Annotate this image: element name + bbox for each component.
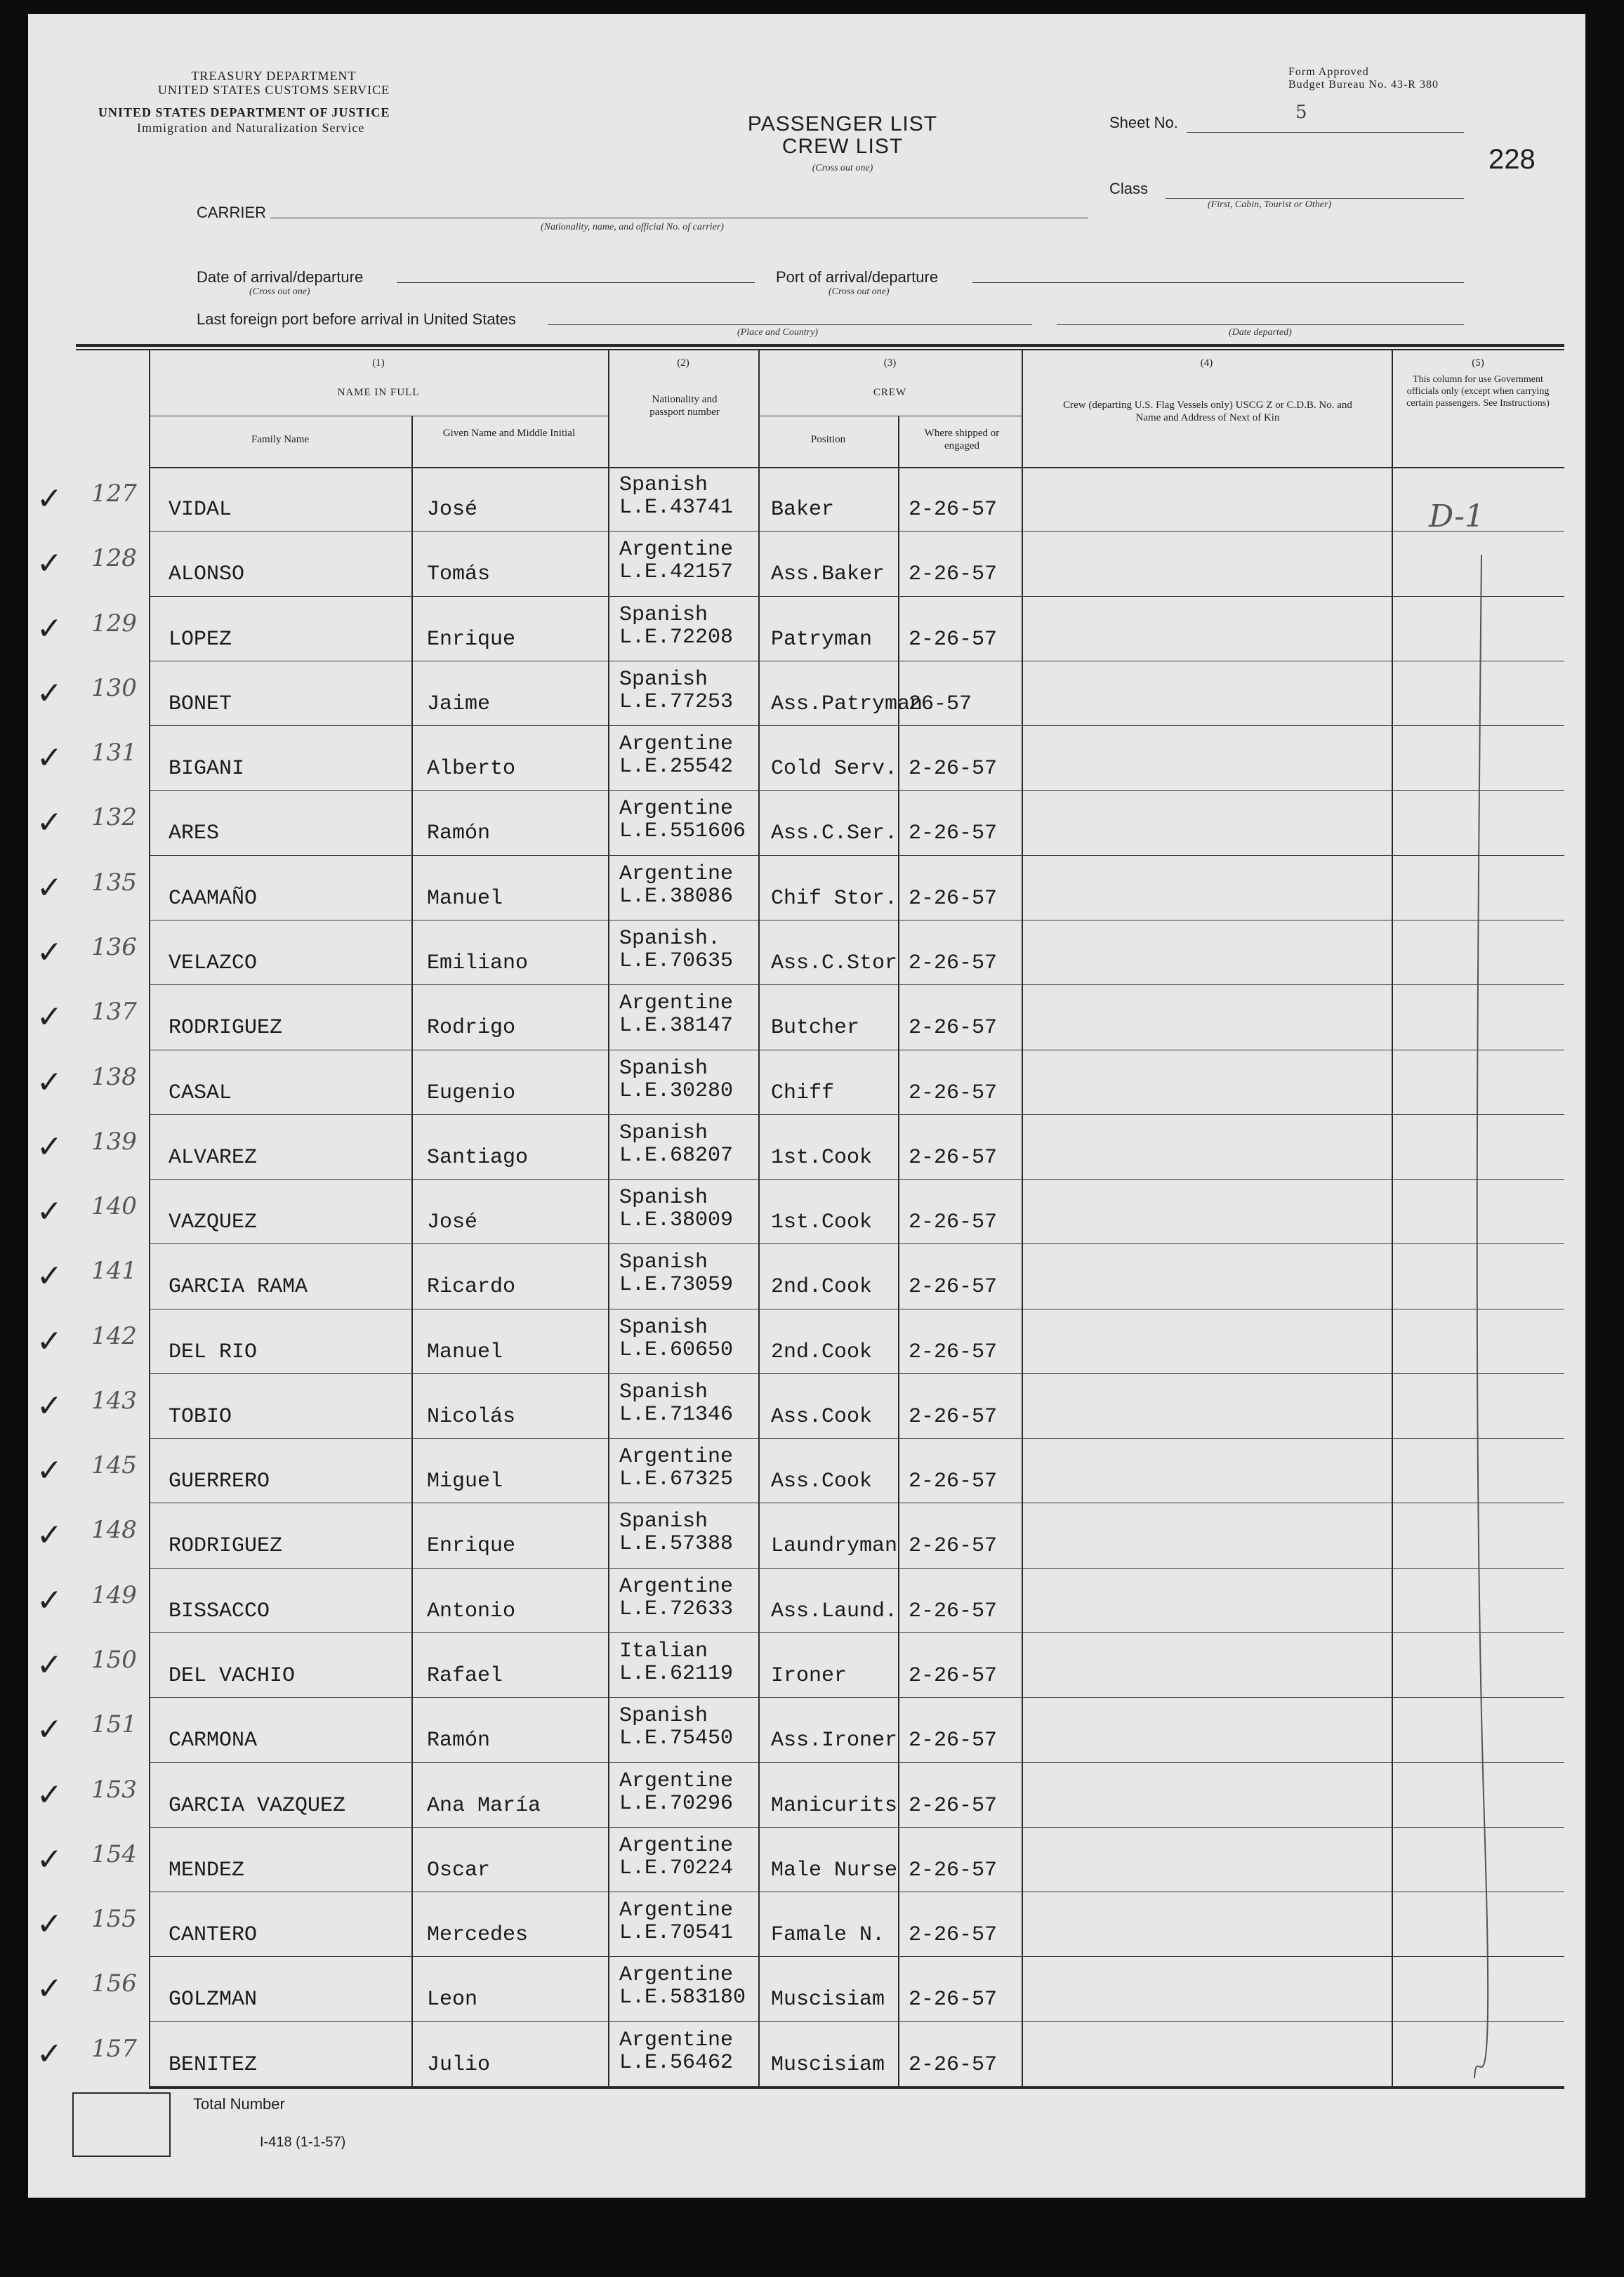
where-shipped: 2-26-57 bbox=[909, 1016, 998, 1041]
where-shipped: 2-26-57 bbox=[909, 1793, 998, 1818]
given-name: Ana María bbox=[427, 1793, 541, 1818]
row-number: 140 bbox=[91, 1192, 137, 1221]
nationality: Argentine bbox=[619, 732, 734, 757]
agency-line-4: Immigration and Naturalization Service bbox=[137, 121, 365, 135]
given-name: Santiago bbox=[427, 1145, 529, 1170]
crew-position: Butcher bbox=[771, 1016, 860, 1041]
row-number: 127 bbox=[91, 480, 137, 508]
agency-line-2: UNITED STATES CUSTOMS SERVICE bbox=[157, 83, 390, 97]
table-row bbox=[28, 661, 1585, 726]
where-shipped: 2-26-57 bbox=[909, 498, 998, 522]
col2-number: (2) bbox=[677, 357, 689, 369]
nationality: Argentine bbox=[619, 797, 734, 821]
passport-number: L.E.43741 bbox=[619, 496, 734, 520]
date-departed-note: (Date departed) bbox=[1229, 327, 1292, 338]
row-number: 136 bbox=[91, 932, 137, 961]
passport-number: L.E.56462 bbox=[619, 2050, 734, 2075]
row-number: 154 bbox=[91, 1840, 137, 1868]
where-shipped: 2-26-57 bbox=[909, 1210, 998, 1235]
family-name: ARES bbox=[169, 821, 220, 846]
passport-number: L.E.75450 bbox=[619, 1727, 734, 1751]
given-name: Antonio bbox=[427, 1599, 516, 1623]
given-name: Emiliano bbox=[427, 951, 529, 975]
title-crew-list: CREW LIST bbox=[781, 135, 904, 158]
where-shipped: 2-26-57 bbox=[909, 1404, 998, 1429]
family-name: BIGANI bbox=[169, 757, 245, 781]
row-number: 149 bbox=[91, 1580, 137, 1609]
given-name: Miguel bbox=[427, 1470, 503, 1494]
where-shipped: 2-26-57 bbox=[909, 1923, 998, 1948]
check-mark-icon: ✓ bbox=[37, 1258, 62, 1295]
where-shipped: 2-26-57 bbox=[909, 1340, 998, 1364]
table-row bbox=[28, 985, 1585, 1050]
where-shipped: 2-26-57 bbox=[909, 1988, 998, 2012]
col4-number: (4) bbox=[1200, 357, 1213, 369]
crew-position: Cold Serv. bbox=[771, 757, 898, 781]
crew-position: Ironer bbox=[771, 1664, 847, 1689]
budget-bureau: Budget Bureau No. 43-R 380 bbox=[1288, 79, 1439, 91]
check-mark-icon: ✓ bbox=[37, 1387, 62, 1424]
table-row bbox=[28, 1698, 1585, 1762]
crew-position: Chiff bbox=[771, 1081, 835, 1105]
where-shipped: 2-26-57 bbox=[909, 1534, 998, 1559]
table-row bbox=[28, 2022, 1585, 2087]
family-name-header: Family Name bbox=[251, 434, 310, 445]
given-name-header: Given Name and Middle Initial bbox=[442, 428, 576, 439]
row-number: 148 bbox=[91, 1516, 137, 1545]
check-mark-icon: ✓ bbox=[37, 1841, 62, 1877]
family-name: MENDEZ bbox=[169, 1858, 245, 1882]
row-divider bbox=[149, 2086, 1564, 2087]
table-row bbox=[28, 856, 1585, 920]
nationality: Spanish bbox=[619, 1380, 708, 1404]
crew-position: Ass.C.Ser. bbox=[771, 821, 898, 846]
agency-line-3: UNITED STATES DEPARTMENT OF JUSTICE bbox=[98, 105, 390, 119]
family-name: VIDAL bbox=[169, 498, 232, 522]
nationality: Spanish. bbox=[619, 926, 721, 951]
sheet-label: Sheet No. bbox=[1109, 114, 1178, 131]
crew-position: Ass.Ironer bbox=[771, 1729, 898, 1753]
passport-number: L.E.68207 bbox=[619, 1143, 734, 1168]
passport-number: L.E.67325 bbox=[619, 1467, 734, 1492]
table-row bbox=[28, 726, 1585, 791]
where-shipped: 2-26-57 bbox=[909, 1858, 998, 1882]
passport-number: L.E.30280 bbox=[619, 1078, 734, 1103]
table-row bbox=[28, 1180, 1585, 1244]
given-name: Enrique bbox=[427, 627, 516, 652]
nationality: Argentine bbox=[619, 1445, 734, 1470]
passport-number: L.E.551606 bbox=[619, 819, 746, 844]
where-shipped: 2-26-57 bbox=[909, 1599, 998, 1623]
where-shipped: 2-26-57 bbox=[909, 1729, 998, 1753]
crew-position: 1st.Cook bbox=[771, 1145, 873, 1170]
given-name: Ramón bbox=[427, 821, 491, 846]
table-row bbox=[28, 1633, 1585, 1698]
family-name: RODRIGUEZ bbox=[169, 1016, 283, 1041]
crew-position: Ass.C.Stor bbox=[771, 951, 898, 975]
family-name: RODRIGUEZ bbox=[169, 1534, 283, 1559]
family-name: BISSACCO bbox=[169, 1599, 270, 1623]
family-name: LOPEZ bbox=[169, 627, 232, 652]
row-number: 138 bbox=[91, 1062, 137, 1091]
nationality: Spanish bbox=[619, 602, 708, 627]
check-mark-icon: ✓ bbox=[37, 1064, 62, 1100]
given-name: Manuel bbox=[427, 886, 503, 911]
where-shipped: 2-26-57 bbox=[909, 1664, 998, 1689]
row-number: 141 bbox=[91, 1257, 137, 1286]
passport-number: L.E.25542 bbox=[619, 755, 734, 779]
passport-number: L.E.60650 bbox=[619, 1338, 734, 1362]
passport-number: L.E.72633 bbox=[619, 1597, 734, 1621]
row-number: 131 bbox=[91, 739, 137, 767]
given-name: Nicolás bbox=[427, 1404, 516, 1429]
check-mark-icon: ✓ bbox=[37, 934, 62, 970]
table-row bbox=[28, 1374, 1585, 1439]
crew-position: 2nd.Cook bbox=[771, 1340, 873, 1364]
document-page bbox=[28, 14, 1585, 2198]
table-row bbox=[28, 1569, 1585, 1633]
family-name: GOLZMAN bbox=[169, 1988, 258, 2012]
row-number: 150 bbox=[91, 1646, 137, 1675]
check-mark-icon: ✓ bbox=[37, 1582, 62, 1618]
nationality: Argentine bbox=[619, 1899, 734, 1923]
table-row bbox=[28, 597, 1585, 661]
nationality-header: Nationality and passport number bbox=[649, 394, 720, 418]
col3-number: (3) bbox=[883, 357, 897, 369]
check-mark-icon: ✓ bbox=[37, 2035, 62, 2072]
family-name: CANTERO bbox=[169, 1923, 258, 1948]
nationality: Italian bbox=[619, 1639, 708, 1664]
where-shipped: 2-26-57 bbox=[909, 951, 998, 975]
crew-position: Muscisiam bbox=[771, 1988, 885, 2012]
row-number: 135 bbox=[91, 868, 137, 897]
where-shipped: 2-26-57 bbox=[909, 757, 998, 781]
position-header: Position bbox=[810, 434, 846, 445]
crew-position: Baker bbox=[771, 498, 835, 522]
nationality: Argentine bbox=[619, 1769, 734, 1793]
table-row bbox=[28, 920, 1585, 985]
nationality: Spanish bbox=[619, 1510, 708, 1534]
col1-title: NAME IN FULL bbox=[337, 387, 420, 398]
check-mark-icon: ✓ bbox=[37, 675, 62, 711]
nationality: Argentine bbox=[619, 538, 734, 562]
check-mark-icon: ✓ bbox=[37, 1517, 62, 1554]
carrier-label: CARRIER bbox=[197, 204, 267, 221]
table-row bbox=[28, 1309, 1585, 1374]
given-name: José bbox=[427, 498, 478, 522]
where-shipped: 2-26-57 bbox=[909, 886, 998, 911]
table-row bbox=[28, 1244, 1585, 1309]
table-row bbox=[28, 1828, 1585, 1892]
family-name: BENITEZ bbox=[169, 2052, 258, 2077]
nationality: Argentine bbox=[619, 991, 734, 1016]
where-shipped-header: Where shipped or engaged bbox=[924, 428, 1000, 451]
col5-annotation: D-1 bbox=[1429, 499, 1484, 534]
check-mark-icon: ✓ bbox=[37, 1712, 62, 1748]
where-shipped: 2-26-57 bbox=[909, 2052, 998, 2077]
check-mark-icon: ✓ bbox=[37, 999, 62, 1036]
given-name: José bbox=[427, 1210, 478, 1235]
where-shipped: 2-26-57 bbox=[909, 821, 998, 846]
family-name: TOBIO bbox=[169, 1404, 232, 1429]
family-name: GARCIA VAZQUEZ bbox=[169, 1793, 346, 1818]
nationality: Spanish bbox=[619, 1315, 708, 1340]
passport-number: L.E.42157 bbox=[619, 560, 734, 585]
vertical-pen-line bbox=[1460, 555, 1503, 2085]
nationality: Spanish bbox=[619, 1121, 708, 1145]
where-shipped: 2-26-57 bbox=[909, 1470, 998, 1494]
agency-line-1: TREASURY DEPARTMENT bbox=[191, 69, 357, 83]
nationality: Spanish bbox=[619, 1056, 708, 1081]
check-mark-icon: ✓ bbox=[37, 1971, 62, 2007]
nationality: Spanish bbox=[619, 473, 708, 497]
crew-position: Ass.Cook bbox=[771, 1404, 873, 1429]
row-number: 145 bbox=[91, 1451, 137, 1480]
table-bottom-border bbox=[149, 2087, 1564, 2089]
nationality: Argentine bbox=[619, 1963, 734, 1988]
where-shipped: 2-26-57 bbox=[909, 562, 998, 587]
row-number: 130 bbox=[91, 673, 137, 702]
col1-number: (1) bbox=[372, 357, 385, 369]
check-mark-icon: ✓ bbox=[37, 1906, 62, 1943]
row-number: 155 bbox=[91, 1905, 137, 1934]
check-mark-icon: ✓ bbox=[37, 740, 62, 777]
given-name: Eugenio bbox=[427, 1081, 516, 1105]
last-port-label: Last foreign port before arrival in United States bbox=[197, 310, 516, 328]
nationality: Argentine bbox=[619, 2028, 734, 2052]
check-mark-icon: ✓ bbox=[37, 1128, 62, 1165]
passport-number: L.E.583180 bbox=[619, 1986, 746, 2010]
family-name: VAZQUEZ bbox=[169, 1210, 258, 1235]
col3-title: CREW bbox=[873, 387, 907, 398]
total-number-box bbox=[72, 2092, 171, 2157]
nationality: Argentine bbox=[619, 862, 734, 886]
col5-number: (5) bbox=[1472, 357, 1484, 369]
passport-number: L.E.38009 bbox=[619, 1208, 734, 1233]
nationality: Spanish bbox=[619, 1186, 708, 1210]
family-name: GUERRERO bbox=[169, 1470, 270, 1494]
row-number: 143 bbox=[91, 1386, 137, 1415]
crew-position: 2nd.Cook bbox=[771, 1275, 873, 1300]
passport-number: L.E.70635 bbox=[619, 949, 734, 973]
nationality: Spanish bbox=[619, 1250, 708, 1275]
table-row bbox=[28, 1115, 1585, 1180]
where-shipped: 2-26-57 bbox=[909, 627, 998, 652]
passport-number: L.E.70296 bbox=[619, 1791, 734, 1816]
check-mark-icon: ✓ bbox=[37, 481, 62, 517]
table-row bbox=[28, 1957, 1585, 2021]
where-shipped: 26-57 bbox=[909, 692, 972, 716]
check-mark-icon: ✓ bbox=[37, 805, 62, 841]
check-mark-icon: ✓ bbox=[37, 1776, 62, 1813]
check-mark-icon: ✓ bbox=[37, 610, 62, 647]
given-name: Mercedes bbox=[427, 1923, 529, 1948]
date-label: Date of arrival/departure bbox=[197, 268, 364, 286]
family-name: VELAZCO bbox=[169, 951, 258, 975]
crew-position: Famale N. bbox=[771, 1923, 885, 1948]
family-name: CASAL bbox=[169, 1081, 232, 1105]
nationality: Argentine bbox=[619, 1833, 734, 1858]
passport-number: L.E.73059 bbox=[619, 1273, 734, 1298]
crew-position: Ass.Cook bbox=[771, 1470, 873, 1494]
crew-position: Ass.Patryman bbox=[771, 692, 923, 716]
family-name: DEL VACHIO bbox=[169, 1664, 296, 1689]
crew-position: Ass.Baker bbox=[771, 562, 885, 587]
table-row bbox=[28, 1503, 1585, 1568]
passport-number: L.E.71346 bbox=[619, 1402, 734, 1427]
sheet-value: 5 bbox=[1295, 102, 1307, 123]
date-note: (Cross out one) bbox=[249, 286, 310, 297]
family-name: ALONSO bbox=[169, 562, 245, 587]
form-number: I-418 (1-1-57) bbox=[260, 2134, 346, 2150]
page-number: 228 bbox=[1488, 144, 1536, 175]
crew-position: 1st.Cook bbox=[771, 1210, 873, 1235]
row-number: 137 bbox=[91, 998, 137, 1027]
carrier-note: (Nationality, name, and official No. of carrier) bbox=[541, 222, 724, 232]
check-mark-icon: ✓ bbox=[37, 1194, 62, 1230]
place-note: (Place and Country) bbox=[737, 327, 819, 338]
row-number: 156 bbox=[91, 1969, 137, 1998]
check-mark-icon: ✓ bbox=[37, 869, 62, 906]
family-name: GARCIA RAMA bbox=[169, 1275, 308, 1300]
passport-number: L.E.70224 bbox=[619, 1856, 734, 1880]
given-name: Manuel bbox=[427, 1340, 503, 1364]
col4-title: Crew (departing U.S. Flag Vessels only) USCG Z or C.D.B. No. and Name and Address of Next of Kin bbox=[1063, 400, 1352, 423]
family-name: BONET bbox=[169, 692, 232, 716]
table-row bbox=[28, 1439, 1585, 1503]
table-row bbox=[28, 467, 1585, 532]
row-number: 157 bbox=[91, 2034, 137, 2063]
given-name: Jaime bbox=[427, 692, 491, 716]
family-name: CAAMAÑO bbox=[169, 886, 258, 911]
passport-number: L.E.72208 bbox=[619, 625, 734, 649]
check-mark-icon: ✓ bbox=[37, 1647, 62, 1684]
crew-position: Chif Stor. bbox=[771, 886, 898, 911]
nationality: Spanish bbox=[619, 1704, 708, 1729]
given-name: Enrique bbox=[427, 1534, 516, 1559]
row-number: 151 bbox=[91, 1710, 137, 1739]
row-number: 129 bbox=[91, 609, 137, 638]
row-number: 128 bbox=[91, 544, 137, 573]
given-name: Ricardo bbox=[427, 1275, 516, 1300]
crew-position: Manicurits bbox=[771, 1793, 898, 1818]
passport-number: L.E.62119 bbox=[619, 1662, 734, 1687]
check-mark-icon: ✓ bbox=[37, 546, 62, 582]
given-name: Oscar bbox=[427, 1858, 491, 1882]
table-row bbox=[28, 1050, 1585, 1115]
total-label: Total Number bbox=[193, 2095, 285, 2113]
passport-number: L.E.38147 bbox=[619, 1014, 734, 1038]
port-note: (Cross out one) bbox=[828, 286, 890, 297]
table-top-border bbox=[76, 344, 1564, 347]
passport-number: L.E.38086 bbox=[619, 884, 734, 909]
family-name: CARMONA bbox=[169, 1729, 258, 1753]
given-name: Leon bbox=[427, 1988, 478, 2012]
given-name: Rodrigo bbox=[427, 1016, 516, 1041]
class-note: (First, Cabin, Tourist or Other) bbox=[1208, 199, 1332, 210]
where-shipped: 2-26-57 bbox=[909, 1145, 998, 1170]
row-number: 132 bbox=[91, 803, 137, 832]
crew-position: Male Nurse bbox=[771, 1858, 898, 1882]
family-name: ALVAREZ bbox=[169, 1145, 258, 1170]
passport-number: L.E.57388 bbox=[619, 1532, 734, 1557]
port-label: Port of arrival/departure bbox=[776, 268, 939, 286]
where-shipped: 2-26-57 bbox=[909, 1081, 998, 1105]
row-number: 139 bbox=[91, 1127, 137, 1156]
class-label: Class bbox=[1109, 180, 1149, 197]
col5-title: This column for use Government officials only (except when carrying certain passengers. See Instructions) bbox=[1406, 374, 1550, 409]
check-mark-icon: ✓ bbox=[37, 1323, 62, 1359]
table-row bbox=[28, 532, 1585, 596]
given-name: Alberto bbox=[427, 757, 516, 781]
nationality: Spanish bbox=[619, 667, 708, 692]
nationality: Argentine bbox=[619, 1574, 734, 1599]
crew-position: Laundryman bbox=[771, 1534, 898, 1559]
passport-number: L.E.77253 bbox=[619, 689, 734, 714]
given-name: Rafael bbox=[427, 1664, 503, 1689]
where-shipped: 2-26-57 bbox=[909, 1275, 998, 1300]
row-number: 142 bbox=[91, 1321, 137, 1350]
given-name: Julio bbox=[427, 2052, 491, 2077]
family-name: DEL RIO bbox=[169, 1340, 258, 1364]
crew-position: Patryman bbox=[771, 627, 873, 652]
crew-position: Muscisiam bbox=[771, 2052, 885, 2077]
given-name: Ramón bbox=[427, 1729, 491, 1753]
row-number: 153 bbox=[91, 1775, 137, 1804]
table-row bbox=[28, 791, 1585, 855]
table-row bbox=[28, 1763, 1585, 1828]
given-name: Tomás bbox=[427, 562, 491, 587]
table-row bbox=[28, 1892, 1585, 1957]
title-passenger-list: PASSENGER LIST bbox=[747, 112, 938, 136]
title-note: (Cross out one) bbox=[812, 163, 873, 173]
passport-number: L.E.70541 bbox=[619, 1921, 734, 1946]
check-mark-icon: ✓ bbox=[37, 1453, 62, 1489]
form-approved: Form Approved bbox=[1288, 66, 1369, 78]
crew-position: Ass.Laund. bbox=[771, 1599, 898, 1623]
